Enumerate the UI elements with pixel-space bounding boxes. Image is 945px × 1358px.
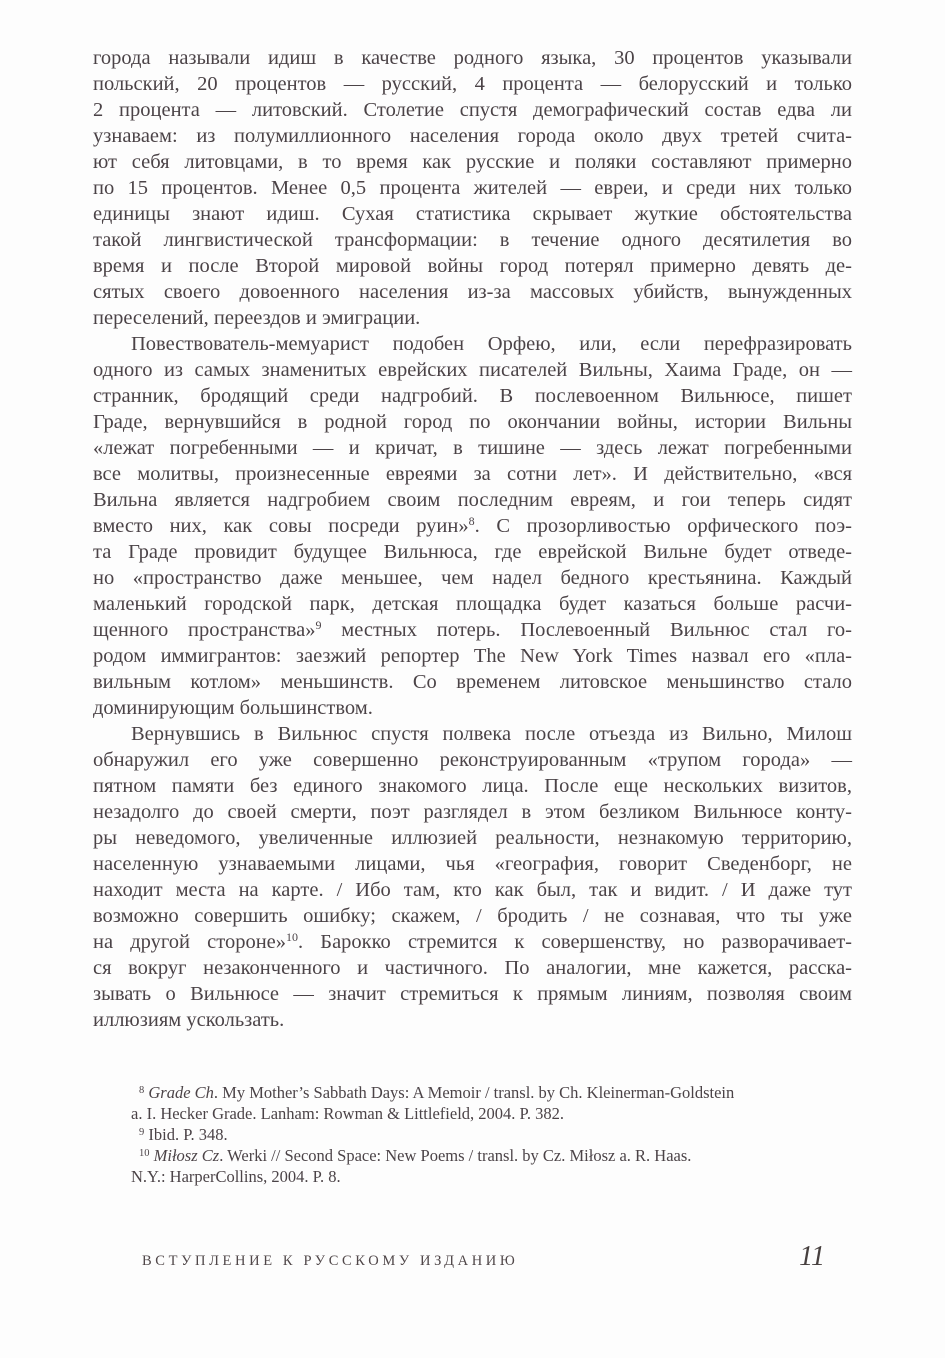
footnotes [131,1082,801,1187]
text-line: вместо них, как совы посреди руин»$^8$. С прозорливостью орфического поэ- [93,514,852,537]
footnote-marker: 10 [139,1148,150,1159]
text-line: такой лингвистической трансформации: в течение одного десятилетия во [93,229,852,251]
text-line: все молитвы, произнесенные евреями за сотни лет». И действительно, «вся [93,463,852,485]
text-line: Граде, вернувшийся в родной город по окончании войны, истории Вильны [93,411,852,433]
text-line: Вернувшись в Вильнюс спустя полвека после отъезда из Вильно, Милош [131,723,852,745]
text-line: зывать о Вильнюсе — значит стремиться к прямым линиям, позволяя своим [93,983,852,1005]
paragraph [93,331,852,721]
text-line: ют себя литовцами, в то время как русские и поляки составляют примерно [93,151,852,173]
text-line: Вильна является надгробием своим последним евреям, и гои теперь сидят [93,489,852,511]
footnote-marker: 8 [139,1085,145,1096]
text-line: ры неведомого, увеличенные иллюзией реальности, незнакомую территорию, [93,827,852,849]
text-line: польский, 20 процентов — русский, 4 процента — белорусский и только [93,73,852,95]
text-line: родом иммигрантов: заезжий репортер The New York Times назвал его «пла- [93,645,852,667]
running-title: ВСТУПЛЕНИЕ К РУССКОМУ ИЗДАНИЮ [142,1253,519,1269]
text-line: $^9$ Ibid. P. 348. [139,1125,228,1144]
text-line: возможно совершить ошибку; скажем, / бродить / не сознавая, что ты уже [93,905,852,927]
text-line: населенную узнаваемыми лицами, чья «география, говорит Сведенборг, не [93,853,852,875]
footnote [131,1145,801,1187]
text-line: маленький городской парк, детская площадка будет казаться больше расчи- [93,593,852,615]
text-line: переселений, переездов и эмиграции. [93,307,421,329]
text-line: города называли идиш в качестве родного языка, 30 процентов указывали [93,47,852,69]
text-line: $^{10}$ Miłosz Cz. Werki // Second Space: New Poems / transl. by Cz. Miłosz a. R. Haas. [139,1146,692,1165]
text-line: 2 процента — литовский. Столетие спустя демографический состав едва ли [93,99,852,121]
paragraph [93,45,852,331]
text-line: вильным котлом» меньшинств. Со временем литовское меньшинство стало [93,671,852,693]
text-line: $^8$ Grade Ch. My Mother’s Sabbath Days: A Memoir / transl. by Ch. Kleinerman-Goldstein [139,1083,735,1102]
footnote-marker: 9 [139,1127,145,1138]
footnote-marker: 10 [286,930,299,944]
text-line: странник, бродящий среди надгробий. В послевоенном Вильнюсе, пишет [93,385,852,407]
text-line: обнаружил его уже совершенно реконструированным «трупом города» — [93,749,852,771]
text-line: по 15 процентов. Менее 0,5 процента жителей — евреи, и среди них только [93,177,852,199]
text-line: доминирующим большинством. [93,697,373,719]
body-text [93,45,852,1033]
text-line: иллюзиям ускользать. [93,1009,285,1031]
text-line: Повествователь-мемуарист подобен Орфею, или, если перефразировать [131,333,852,355]
page-footer [93,1241,852,1273]
text-line: на другой стороне»$^{10}$. Барокко стремится к совершенству, но разворачивает- [93,930,852,953]
footnote-marker: 9 [315,618,322,632]
text-line: находит места на карте. / Ибо там, кто как был, так и видит. / И даже тут [93,879,852,901]
italic-text: Miłosz Cz [153,1146,220,1165]
text-line: узнаваем: из полумиллионного населения города около двух третей счита- [93,125,852,147]
text-line: «лежат погребенными — и кричат, в тишине — здесь лежат погребенными [93,437,852,459]
text-line: но «пространство даже меньшее, чем надел бедного крестьянина. Каждый [93,567,852,589]
footnote [131,1082,801,1124]
text-line: щенного пространства»$^9$ местных потерь. Послевоенный Вильнюс стал го- [93,618,852,641]
text-line: N.Y.: HarperCollins, 2004. P. 8. [131,1167,341,1186]
text-line: та Граде провидит будущее Вильнюса, где еврейской Вильне будет отведе- [93,541,852,563]
text-line: одного из самых знаменитых еврейских писателей Вильны, Хаима Граде, он — [93,359,852,381]
text-line: время и после Второй мировой войны город потерял примерно девять де- [93,255,852,277]
italic-text: Grade Ch [148,1083,214,1102]
text-line: сятых своего довоенного населения из-за массовых убийств, вынужденных [93,281,852,303]
text-line: ся вокруг незаконченного и частичного. По аналогии, мне кажется, расска- [93,957,852,979]
paragraph [93,721,852,1033]
text-line: единицы знают идиш. Сухая статистика скрывает жуткие обстоятельства [93,203,852,225]
text-line: пятном памяти без единого знакомого лица. После еще нескольких визитов, [93,775,852,797]
text-line: незадолго до своей смерти, поэт разглядел в этом безликом Вильнюсе конту- [93,801,852,823]
page-number: 11 [799,1241,825,1272]
text-line: a. I. Hecker Grade. Lanham: Rowman & Littlefield, 2004. P. 382. [131,1104,565,1123]
footnote [131,1124,801,1145]
footnote-marker: 8 [468,514,475,528]
